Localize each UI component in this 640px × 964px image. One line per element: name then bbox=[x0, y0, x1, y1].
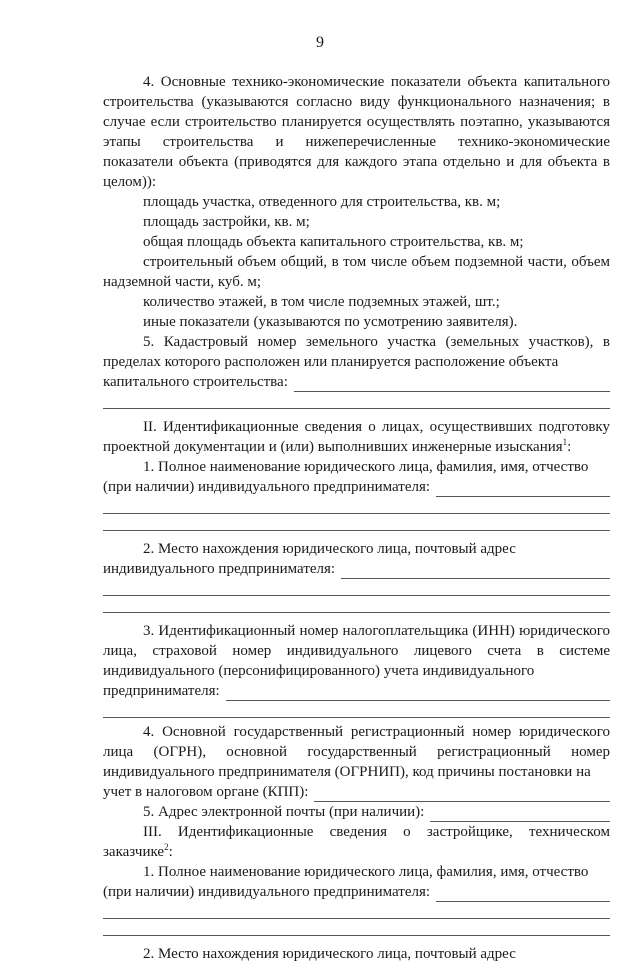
s2-p5-label: 5. Адрес электронной почты (при наличии): bbox=[143, 804, 425, 820]
developer-name-field[interactable] bbox=[436, 887, 610, 902]
s2-p4-text: 4. Основной государственный регистрационный номер юридического лица (ОГРН), основной государственный регистрационный номер индивидуального предпринимателя (ОГРНИП), код причины постановки на bbox=[103, 724, 610, 780]
item-4-line-5: количество этажей, в том числе подземных этажей, шт.; bbox=[143, 294, 500, 310]
s2-p3-text: 3. Идентификационный номер налогоплательщика (ИНН) юридического лица, страховой номер индивидуального лицевого счета в системе индивидуального (персонифицированного) учета индивидуального bbox=[103, 623, 610, 679]
designer-email-field[interactable] bbox=[430, 807, 610, 822]
s3-p1-label: (при наличии) индивидуального предпринимателя: bbox=[103, 884, 431, 900]
section-2-title: II. Идентификационные сведения о лицах, осуществивших подготовку проектной документации и (или) выполнивших инженерные изыскания$^1$: bbox=[103, 419, 610, 455]
s2-p2-row bbox=[103, 559, 610, 579]
item-4-line-3: общая площадь объекта капитального строительства, кв. м; bbox=[143, 234, 524, 250]
cadastral-number-field[interactable] bbox=[294, 377, 610, 392]
designer-address-line-2[interactable] bbox=[103, 579, 610, 596]
s2-p4-label: учет в налоговом органе (КПП): bbox=[103, 784, 309, 800]
item-4-line-4: строительный объем общий, в том числе объем подземной части, объем надземной части, куб. м; bbox=[103, 254, 610, 290]
footnote-ref-2: 2 bbox=[164, 842, 169, 852]
designer-inn-field[interactable] bbox=[226, 686, 610, 701]
item-4-line-1: площадь участка, отведенного для строительства, кв. м; bbox=[143, 194, 501, 210]
s3-p2-text: 2. Место нахождения юридического лица, почтовый адрес bbox=[143, 946, 516, 962]
designer-name-line-2[interactable] bbox=[103, 497, 610, 514]
s2-p1-row bbox=[103, 477, 610, 497]
s2-p2-label: индивидуального предпринимателя: bbox=[103, 561, 336, 577]
s3-p1-row bbox=[103, 882, 610, 902]
item-4-line-2: площадь застройки, кв. м; bbox=[143, 214, 310, 230]
item-4-line-6: иные показатели (указываются по усмотрению заявителя). bbox=[143, 314, 518, 330]
section-3-title: III. Идентификационные сведения о застройщике, техническом заказчике$^2$: bbox=[103, 824, 610, 860]
s3-p1-text: 1. Полное наименование юридического лица, фамилия, имя, отчество bbox=[143, 864, 589, 880]
designer-name-field[interactable] bbox=[436, 482, 610, 497]
designer-inn-line-2[interactable] bbox=[103, 701, 610, 718]
page-number: 9 bbox=[316, 34, 324, 51]
designer-address-line-3[interactable] bbox=[103, 596, 610, 613]
s2-p2-text: 2. Место нахождения юридического лица, почтовый адрес bbox=[143, 541, 516, 557]
s2-p5-row bbox=[103, 802, 610, 822]
footnote-ref-1: 1 bbox=[562, 437, 568, 447]
s2-p4-row bbox=[103, 782, 610, 802]
item-4-intro: 4. Основные технико-экономические показатели объекта капитального строительства (указываются согласно виду функционального назначения; в случае если строительство планируется осуществлять поэтапно, указываются этапы строительства и нижеперечисленные технико-экономические показатели объекта (приводятся для каждого этапа отдельно и для объекта в целом)): bbox=[103, 74, 610, 190]
s2-p1-text: 1. Полное наименование юридического лица, фамилия, имя, отчество bbox=[143, 459, 589, 475]
designer-address-field[interactable] bbox=[341, 564, 610, 579]
s2-p1-label: (при наличии) индивидуального предпринимателя: bbox=[103, 479, 431, 495]
item-5-text: 5. Кадастровый номер земельного участка (земельных участков), в пределах которого расположен или планируется расположение объекта bbox=[103, 334, 610, 370]
designer-name-line-3[interactable] bbox=[103, 514, 610, 531]
s2-p3-row bbox=[103, 681, 610, 701]
cadastral-number-line-2[interactable] bbox=[103, 392, 610, 409]
s2-p3-label: предпринимателя: bbox=[103, 683, 220, 699]
item-5-label: капитального строительства: bbox=[103, 374, 288, 390]
document-body bbox=[103, 72, 610, 964]
item-5-row bbox=[103, 372, 610, 392]
designer-ogrn-field[interactable] bbox=[314, 787, 610, 802]
developer-name-line-3[interactable] bbox=[103, 919, 610, 936]
